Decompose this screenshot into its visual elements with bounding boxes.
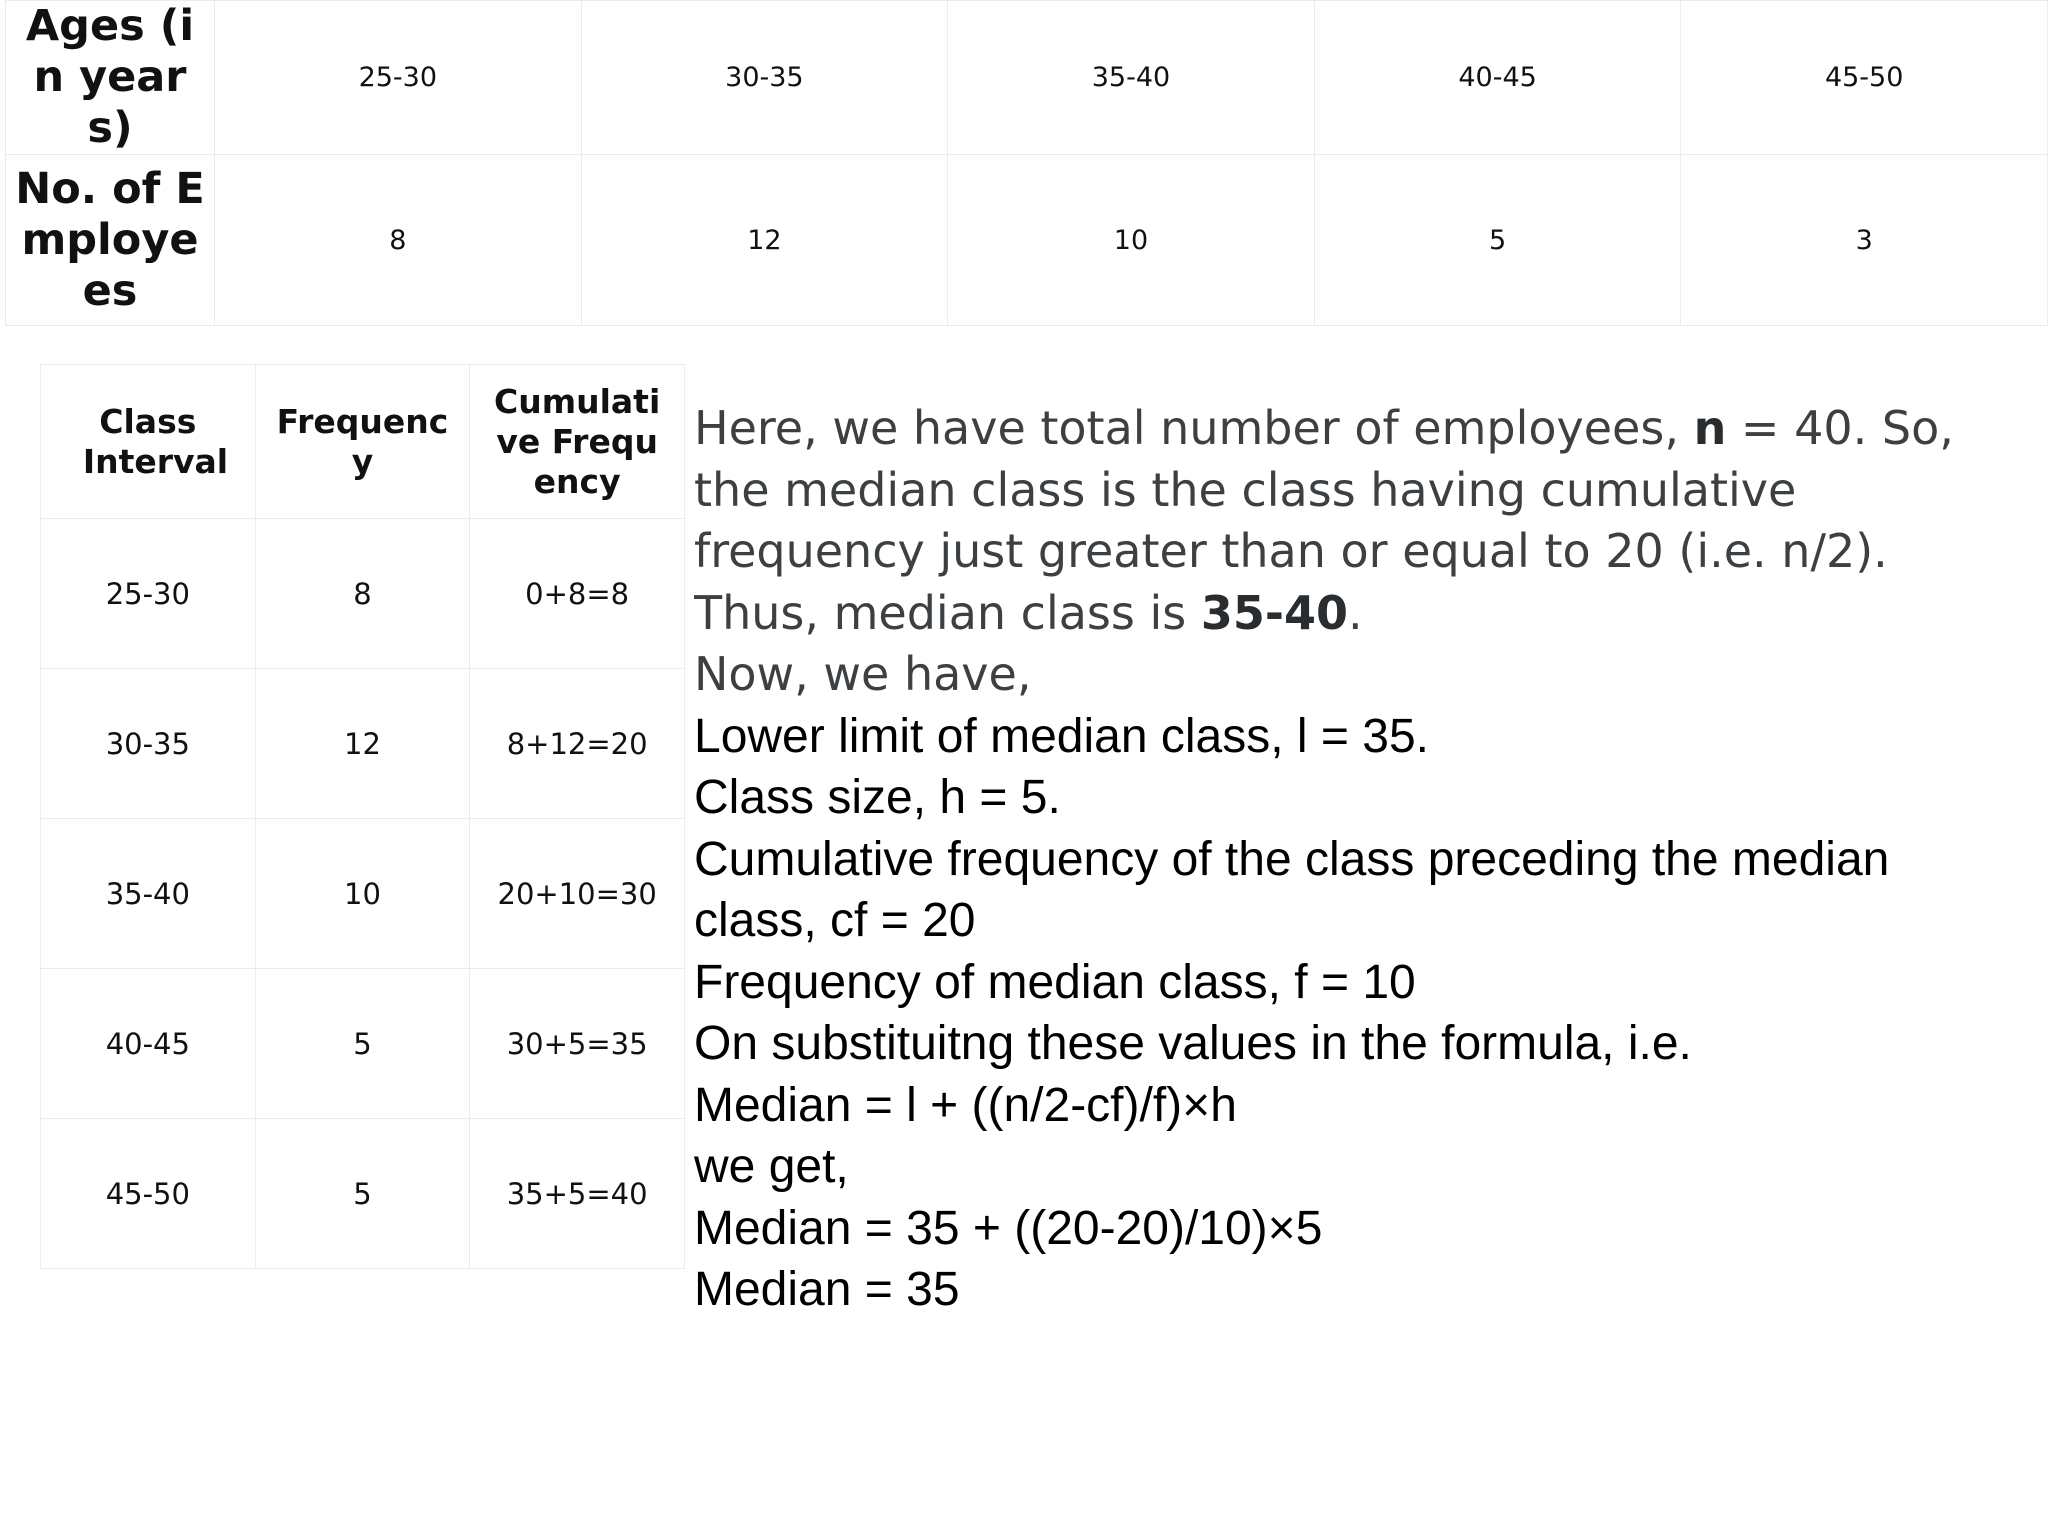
cumulative-frequency-cell: 30+5=35 [470, 969, 685, 1119]
employee-count-cell: 10 [948, 155, 1315, 326]
cumulative-frequency-cell: 0+8=8 [470, 519, 685, 669]
cumulative-frequency-cell: 20+10=30 [470, 819, 685, 969]
solution-text: Thus, median class is [694, 585, 1201, 640]
cumulative-frequency-line: class, cf = 20 [694, 894, 976, 947]
solution-line: frequency just greater than or equal to 20 (i.e. n/2). [694, 524, 1888, 578]
table-row [41, 669, 685, 819]
solution-line: the median class is the class having cumulative [694, 462, 1797, 517]
cumulative-frequency-cell: 35+5=40 [470, 1119, 685, 1269]
solution-text: . [1347, 585, 1363, 640]
solution-text: Here, we have total number of employees, [694, 401, 1694, 455]
ages-row [6, 1, 2048, 155]
age-cell: 30-35 [581, 1, 948, 155]
solution-text: = 40. So, [1726, 401, 1954, 455]
substitution-line: On substituitng these values in the formula, i.e. [694, 1017, 1692, 1070]
frequency-cell: 5 [255, 969, 470, 1119]
employee-count-cell: 8 [215, 155, 582, 326]
age-cell: 40-45 [1314, 1, 1681, 155]
median-frequency-line: Frequency of median class, f = 10 [694, 955, 1416, 1009]
frequency-header-label: Frequency [276, 401, 449, 481]
solution-line [694, 398, 2004, 460]
age-distribution-table [5, 0, 2048, 326]
class-interval-cell: 25-30 [41, 519, 256, 669]
cumulative-frequency-cell: 8+12=20 [470, 669, 685, 819]
age-cell: 35-40 [948, 1, 1315, 155]
class-size-line: Class size, h = 5. [694, 771, 1061, 824]
table-row [41, 819, 685, 969]
table-row [41, 519, 685, 669]
median-formula: Median = l + ((n/2-cf)/f)×h [694, 1078, 1237, 1132]
age-cell: 25-30 [215, 1, 582, 155]
table-row [41, 1119, 685, 1269]
lower-limit-line: Lower limit of median class, l = 35. [694, 709, 1429, 763]
cumulative-frequency-header [470, 365, 685, 519]
median-solution-text [694, 398, 2004, 1321]
cumulative-frequency-line: Cumulative frequency of the class preceding the median [694, 832, 1890, 886]
cumulative-frequency-header-label: Cumulative Frequency [494, 381, 661, 501]
employees-row [6, 155, 2048, 326]
employees-row-label: No. of Employees [15, 163, 205, 316]
ages-row-header [6, 1, 215, 155]
frequency-cell: 12 [255, 669, 470, 819]
frequency-cell: 8 [255, 519, 470, 669]
frequency-header [255, 365, 470, 519]
class-interval-cell: 45-50 [41, 1119, 256, 1269]
median-class-value: 35-40 [1200, 585, 1348, 640]
solution-line: we get, [694, 1140, 849, 1193]
table-row [41, 969, 685, 1119]
employee-count-cell: 12 [581, 155, 948, 326]
solution-line: Now, we have, [694, 647, 1032, 701]
employees-row-header [6, 155, 215, 326]
class-interval-header-label: Class Interval [82, 401, 229, 481]
frequency-cell: 5 [255, 1119, 470, 1269]
n-symbol: n [1693, 401, 1727, 455]
class-interval-header [41, 365, 256, 519]
employee-count-cell: 5 [1314, 155, 1681, 326]
table-header-row [41, 365, 685, 519]
cumulative-frequency-table [40, 364, 685, 1269]
ages-row-label: Ages (in years) [25, 1, 195, 153]
median-result: Median = 35 [694, 1263, 960, 1316]
age-cell: 45-50 [1681, 1, 2048, 155]
class-interval-cell: 35-40 [41, 819, 256, 969]
median-substitution: Median = 35 + ((20-20)/10)×5 [694, 1201, 1323, 1255]
employee-count-cell: 3 [1681, 155, 2048, 326]
class-interval-cell: 40-45 [41, 969, 256, 1119]
solution-line [694, 583, 2004, 645]
frequency-cell: 10 [255, 819, 470, 969]
class-interval-cell: 30-35 [41, 669, 256, 819]
